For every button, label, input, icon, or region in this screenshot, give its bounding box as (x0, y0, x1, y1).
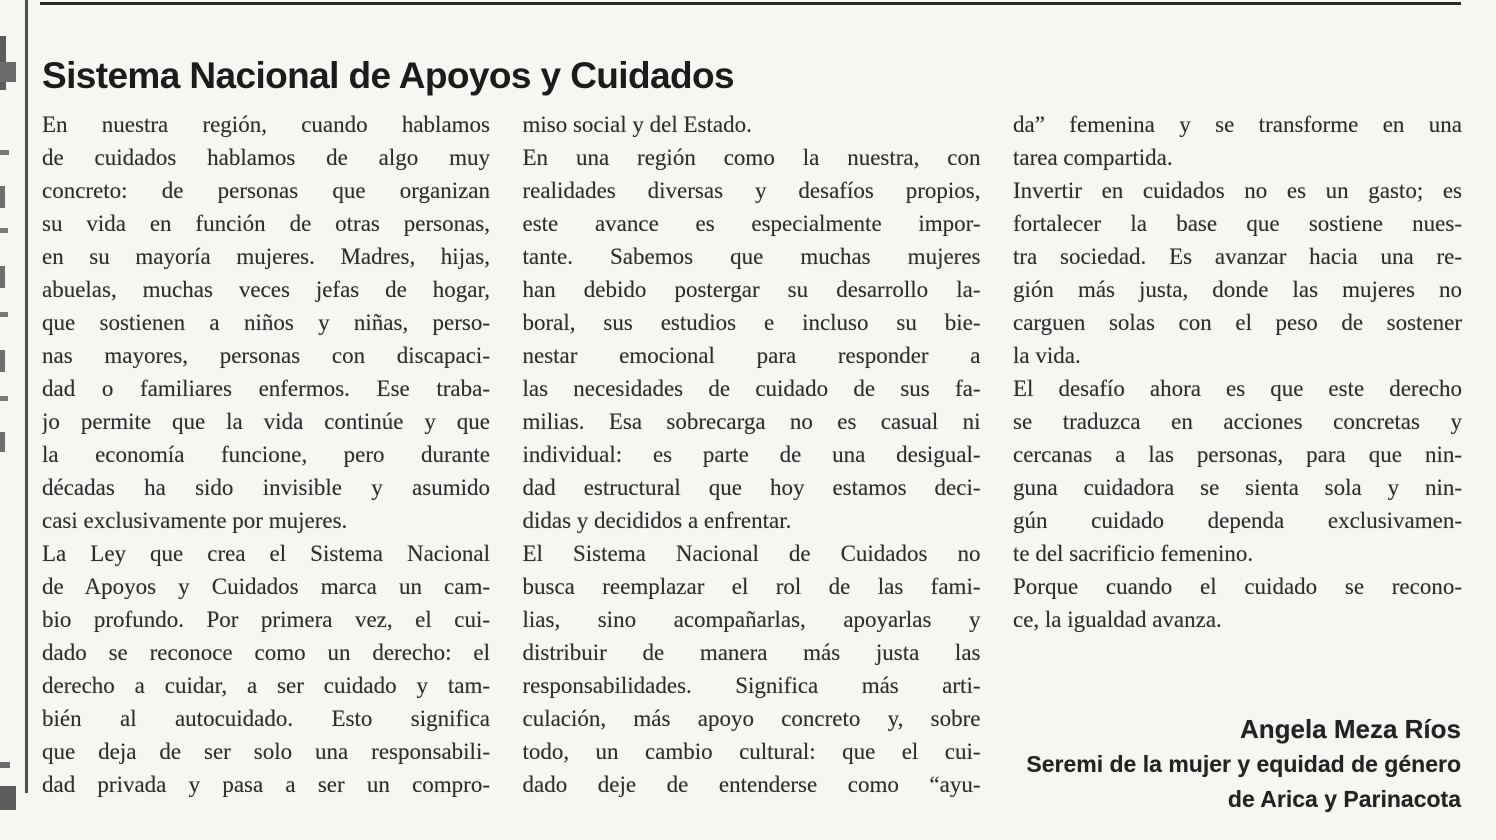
text-line: En nuestra región, cuando hablamos (42, 112, 490, 137)
text-line: El Sistema Nacional de Cuidados no (522, 541, 981, 566)
text-line: este avance es especialmente impor- (522, 211, 981, 236)
text-line: derecho a cuidar, a ser cuidado y tam- (42, 673, 490, 698)
text-line: tarea compartida. (1013, 145, 1173, 170)
text-line: gún cuidado dependa exclusivamen- (1013, 508, 1462, 533)
scan-artifact (0, 312, 8, 317)
text-line: nas mayores, personas con discapaci- (42, 343, 490, 368)
scan-artifact (0, 762, 10, 768)
scan-artifact (0, 432, 5, 452)
text-line: de Apoyos y Cuidados marca un cam- (42, 574, 490, 599)
text-line: la vida. (1013, 343, 1081, 368)
article-byline (1026, 712, 1461, 817)
text-line: se traduzca en acciones concretas y (1013, 409, 1462, 434)
text-line: lias, sino acompañarlas, apoyarlas y (522, 607, 981, 632)
top-divider-rule (40, 2, 1461, 5)
text-line: décadas ha sido invisible y asumido (42, 475, 490, 500)
text-line: busca reemplazar el rol de las fami- (522, 574, 981, 599)
text-line: bién al autocuidado. Esto significa (42, 706, 490, 731)
scan-artifact (0, 786, 16, 810)
byline-author-role-line2: de Arica y Parinacota (1227, 786, 1461, 812)
scan-artifact (0, 62, 16, 82)
text-line: de cuidados hablamos de algo muy (42, 145, 490, 170)
text-line: culación, más apoyo concreto y, sobre (522, 706, 981, 731)
scan-artifact (0, 186, 5, 208)
scan-artifact (0, 350, 5, 372)
text-line: te del sacrificio femenino. (1013, 541, 1254, 566)
text-line: en su mayoría mujeres. Madres, hijas, (42, 244, 490, 269)
text-line: tra sociedad. Es avanzar hacia una re- (1013, 244, 1462, 269)
text-line: las necesidades de cuidado de sus fa- (522, 376, 981, 401)
text-line: En una región como la nuestra, con (522, 145, 981, 170)
article-column-3 (1013, 108, 1462, 801)
article-column-1 (42, 108, 490, 801)
text-line: nestar emocional para responder a (522, 343, 981, 368)
left-column-rule (25, 0, 28, 793)
article-title: Sistema Nacional de Apoyos y Cuidados (42, 54, 734, 96)
text-line: dad privada y pasa a ser un compro- (42, 772, 490, 797)
text-line: realidades diversas y desafíos propios, (522, 178, 981, 203)
text-line: El desafío ahora es que este derecho (1013, 376, 1462, 401)
text-line: responsabilidades. Significa más arti- (522, 673, 981, 698)
byline-author-role-line1: Seremi de la mujer y equidad de género (1026, 751, 1461, 777)
text-line: todo, un cambio cultural: que el cui- (522, 739, 981, 764)
text-line: La Ley que crea el Sistema Nacional (42, 541, 490, 566)
text-line: ce, la igualdad avanza. (1013, 607, 1222, 632)
text-line: casi exclusivamente por mujeres. (42, 508, 348, 533)
text-line: dad o familiares enfermos. Ese traba- (42, 376, 490, 401)
text-line: milias. Esa sobrecarga no es casual ni (522, 409, 981, 434)
scan-artifact (0, 266, 5, 288)
text-line: dado deje de entenderse como “ayu- (522, 772, 981, 797)
article-columns (42, 108, 1462, 801)
byline-author-name: Angela Meza Ríos (1239, 714, 1461, 744)
scan-artifact (0, 228, 8, 233)
text-line: abuelas, muchas veces jefas de hogar, (42, 277, 490, 302)
scan-artifact (0, 150, 9, 155)
text-line: cercanas a las personas, para que nin- (1013, 442, 1462, 467)
text-line: boral, sus estudios e incluso su bie- (522, 310, 981, 335)
text-line: fortalecer la base que sostiene nues- (1013, 211, 1462, 236)
text-line: dado se reconoce como un derecho: el (42, 640, 490, 665)
text-line: carguen solas con el peso de sostener (1013, 310, 1462, 335)
text-line: da” femenina y se transforme en una (1013, 112, 1462, 137)
text-line: gión más justa, donde las mujeres no (1013, 277, 1462, 302)
text-line: didas y decididos a enfrentar. (522, 508, 792, 533)
text-line: guna cuidadora se sienta sola y nin- (1013, 475, 1462, 500)
text-line: han debido postergar su desarrollo la- (522, 277, 981, 302)
text-line: su vida en función de otras personas, (42, 211, 490, 236)
text-line: dad estructural que hoy estamos deci- (522, 475, 981, 500)
text-line: Invertir en cuidados no es un gasto; es (1013, 178, 1462, 203)
text-line: distribuir de manera más justa las (522, 640, 981, 665)
text-line: tante. Sabemos que muchas mujeres (522, 244, 981, 269)
text-line: la economía funcione, pero durante (42, 442, 490, 467)
text-line: Porque cuando el cuidado se recono- (1013, 574, 1462, 599)
article-column-2 (523, 108, 981, 801)
text-line: individual: es parte de una desigual- (522, 442, 981, 467)
text-line: concreto: de personas que organizan (42, 178, 490, 203)
text-line: que deja de ser solo una responsabili- (42, 739, 490, 764)
text-line: bio profundo. Por primera vez, el cui- (42, 607, 490, 632)
text-line: que sostienen a niños y niñas, perso- (42, 310, 490, 335)
text-line: miso social y del Estado. (522, 112, 752, 137)
text-line: jo permite que la vida continúe y que (42, 409, 490, 434)
scan-artifact (0, 396, 8, 401)
